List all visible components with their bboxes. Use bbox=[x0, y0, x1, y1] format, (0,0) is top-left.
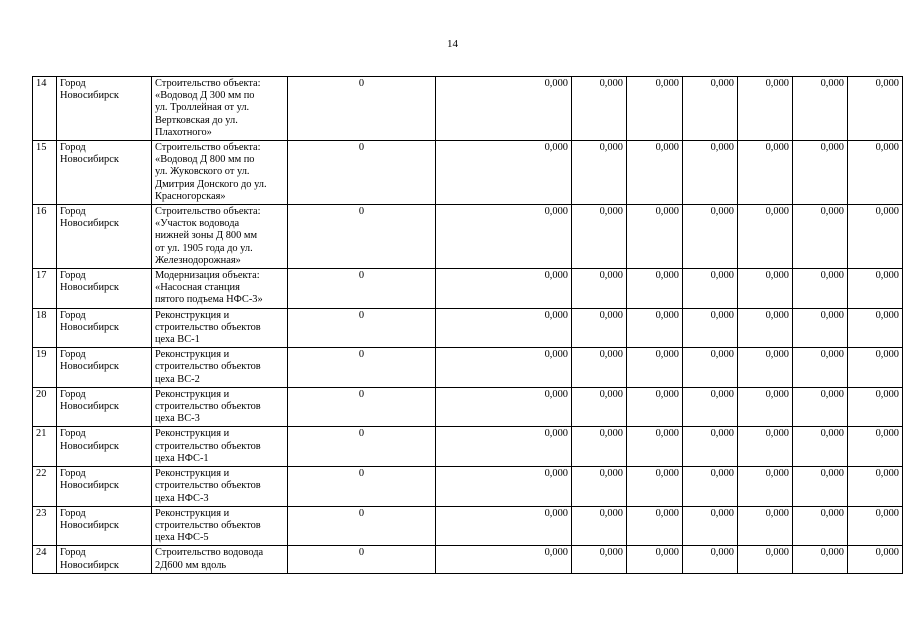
row-value-2: 0,000 bbox=[436, 427, 572, 467]
description-line: Строительство объекта: bbox=[155, 206, 261, 218]
description-line: пятого подъема НФС-3» bbox=[155, 294, 263, 306]
description-line: Реконструкция и bbox=[155, 468, 230, 480]
description-line: «Водовод Д 300 мм по bbox=[155, 90, 255, 102]
row-description bbox=[152, 205, 288, 269]
row-value-4: 0,000 bbox=[627, 427, 683, 467]
row-value-7: 0,000 bbox=[793, 77, 848, 141]
row-value-3: 0,000 bbox=[572, 506, 627, 546]
row-value-1: 0 bbox=[288, 141, 436, 205]
description-line: Строительство объекта: bbox=[155, 78, 261, 89]
row-value-2: 0,000 bbox=[436, 269, 572, 309]
row-value-4: 0,000 bbox=[627, 77, 683, 141]
row-value-1: 0 bbox=[288, 467, 436, 507]
description-line: «Участок водовода bbox=[155, 218, 240, 230]
row-place: Город Новосибирск bbox=[57, 427, 152, 467]
table-row bbox=[33, 348, 903, 388]
data-table bbox=[32, 76, 903, 574]
row-value-3: 0,000 bbox=[572, 308, 627, 348]
row-value-3: 0,000 bbox=[572, 387, 627, 427]
row-place: Город Новосибирск bbox=[57, 308, 152, 348]
row-value-8: 0,000 bbox=[848, 387, 903, 427]
row-value-4: 0,000 bbox=[627, 348, 683, 388]
row-value-8: 0,000 bbox=[848, 205, 903, 269]
row-number: 22 bbox=[33, 467, 57, 507]
row-value-3: 0,000 bbox=[572, 205, 627, 269]
row-value-1: 0 bbox=[288, 308, 436, 348]
row-place: Город Новосибирск bbox=[57, 205, 152, 269]
row-value-2: 0,000 bbox=[436, 546, 572, 573]
row-description bbox=[152, 348, 288, 388]
row-value-2: 0,000 bbox=[436, 141, 572, 205]
row-value-2: 0,000 bbox=[436, 348, 572, 388]
row-value-6: 0,000 bbox=[738, 141, 793, 205]
row-value-1: 0 bbox=[288, 506, 436, 546]
description-line: Реконструкция и bbox=[155, 309, 230, 321]
row-description bbox=[152, 467, 288, 507]
row-value-2: 0,000 bbox=[436, 308, 572, 348]
row-value-4: 0,000 bbox=[627, 546, 683, 573]
row-value-3: 0,000 bbox=[572, 141, 627, 205]
row-value-4: 0,000 bbox=[627, 308, 683, 348]
row-value-6: 0,000 bbox=[738, 506, 793, 546]
row-number: 23 bbox=[33, 506, 57, 546]
description-line: Строительство водовода bbox=[155, 547, 264, 559]
table-row bbox=[33, 308, 903, 348]
row-place: Город Новосибирск bbox=[57, 506, 152, 546]
row-value-4: 0,000 bbox=[627, 205, 683, 269]
row-value-8: 0,000 bbox=[848, 348, 903, 388]
table-row bbox=[33, 427, 903, 467]
row-value-1: 0 bbox=[288, 77, 436, 141]
row-number: 14 bbox=[33, 77, 57, 141]
table-row bbox=[33, 77, 903, 141]
description-line: Железнодорожная» bbox=[155, 254, 241, 266]
row-number: 20 bbox=[33, 387, 57, 427]
row-description bbox=[152, 387, 288, 427]
description-line: «Водовод Д 800 мм по bbox=[155, 154, 255, 166]
row-value-1: 0 bbox=[288, 427, 436, 467]
row-value-5: 0,000 bbox=[683, 546, 738, 573]
description-line: Модернизация объекта: bbox=[155, 270, 260, 282]
row-number: 15 bbox=[33, 141, 57, 205]
row-value-4: 0,000 bbox=[627, 387, 683, 427]
row-value-3: 0,000 bbox=[572, 269, 627, 309]
description-line: Вертковская до ул. bbox=[155, 114, 238, 126]
row-value-1: 0 bbox=[288, 205, 436, 269]
row-value-6: 0,000 bbox=[738, 546, 793, 573]
description-line: Реконструкция и bbox=[155, 349, 230, 361]
row-number: 24 bbox=[33, 546, 57, 573]
row-value-2: 0,000 bbox=[436, 77, 572, 141]
row-value-1: 0 bbox=[288, 348, 436, 388]
row-value-7: 0,000 bbox=[793, 141, 848, 205]
description-line: цеха НФС-1 bbox=[155, 452, 209, 464]
row-number: 17 bbox=[33, 269, 57, 309]
row-description bbox=[152, 269, 288, 309]
description-line: строительство объектов bbox=[155, 401, 261, 413]
row-value-7: 0,000 bbox=[793, 348, 848, 388]
row-value-5: 0,000 bbox=[683, 141, 738, 205]
table-row bbox=[33, 141, 903, 205]
row-description bbox=[152, 546, 288, 573]
row-description bbox=[152, 141, 288, 205]
description-line: цеха ВС-2 bbox=[155, 373, 200, 385]
row-value-4: 0,000 bbox=[627, 141, 683, 205]
row-value-5: 0,000 bbox=[683, 205, 738, 269]
row-place: Город Новосибирск bbox=[57, 467, 152, 507]
row-value-5: 0,000 bbox=[683, 77, 738, 141]
row-place: Город Новосибирск bbox=[57, 546, 152, 573]
row-value-7: 0,000 bbox=[793, 387, 848, 427]
description-line: Красногорская» bbox=[155, 190, 226, 202]
row-value-5: 0,000 bbox=[683, 269, 738, 309]
table-row bbox=[33, 467, 903, 507]
row-value-1: 0 bbox=[288, 387, 436, 427]
description-line: Реконструкция и bbox=[155, 428, 230, 440]
row-number: 18 bbox=[33, 308, 57, 348]
description-line: ул. Троллейная от ул. bbox=[155, 102, 250, 114]
row-place: Город Новосибирск bbox=[57, 141, 152, 205]
row-place: Город Новосибирск bbox=[57, 77, 152, 141]
row-value-2: 0,000 bbox=[436, 506, 572, 546]
row-value-6: 0,000 bbox=[738, 205, 793, 269]
row-value-7: 0,000 bbox=[793, 308, 848, 348]
row-value-5: 0,000 bbox=[683, 467, 738, 507]
row-value-6: 0,000 bbox=[738, 467, 793, 507]
table-row bbox=[33, 269, 903, 309]
row-value-3: 0,000 bbox=[572, 467, 627, 507]
description-line: Реконструкция и bbox=[155, 388, 230, 400]
description-line: Строительство объекта: bbox=[155, 142, 261, 154]
row-number: 16 bbox=[33, 205, 57, 269]
row-value-7: 0,000 bbox=[793, 467, 848, 507]
row-number: 19 bbox=[33, 348, 57, 388]
row-value-3: 0,000 bbox=[572, 427, 627, 467]
row-description bbox=[152, 427, 288, 467]
row-value-2: 0,000 bbox=[436, 467, 572, 507]
description-line: строительство объектов bbox=[155, 321, 261, 333]
row-value-5: 0,000 bbox=[683, 427, 738, 467]
row-value-3: 0,000 bbox=[572, 348, 627, 388]
description-line: цеха ВС-3 bbox=[155, 413, 200, 425]
row-value-4: 0,000 bbox=[627, 506, 683, 546]
row-value-3: 0,000 bbox=[572, 546, 627, 573]
row-value-8: 0,000 bbox=[848, 427, 903, 467]
row-value-2: 0,000 bbox=[436, 205, 572, 269]
table-row bbox=[33, 506, 903, 546]
description-line: строительство объектов bbox=[155, 440, 261, 452]
row-value-7: 0,000 bbox=[793, 546, 848, 573]
row-value-5: 0,000 bbox=[683, 506, 738, 546]
row-value-7: 0,000 bbox=[793, 427, 848, 467]
description-line: цеха НФС-5 bbox=[155, 532, 209, 544]
row-description bbox=[152, 506, 288, 546]
table-body bbox=[33, 77, 903, 574]
row-value-6: 0,000 bbox=[738, 387, 793, 427]
table-row bbox=[33, 205, 903, 269]
row-value-7: 0,000 bbox=[793, 205, 848, 269]
description-line: ул. Жуковского от ул. bbox=[155, 166, 250, 178]
description-line: «Насосная станция bbox=[155, 282, 240, 294]
row-value-8: 0,000 bbox=[848, 467, 903, 507]
row-value-8: 0,000 bbox=[848, 269, 903, 309]
row-place: Город Новосибирск bbox=[57, 348, 152, 388]
row-value-6: 0,000 bbox=[738, 77, 793, 141]
row-value-1: 0 bbox=[288, 546, 436, 573]
description-line: цеха НФС-3 bbox=[155, 492, 209, 504]
row-value-1: 0 bbox=[288, 269, 436, 309]
row-description bbox=[152, 308, 288, 348]
description-line: цеха ВС-1 bbox=[155, 334, 200, 346]
row-value-5: 0,000 bbox=[683, 308, 738, 348]
row-value-8: 0,000 bbox=[848, 77, 903, 141]
table-row bbox=[33, 387, 903, 427]
description-line: строительство объектов bbox=[155, 519, 261, 531]
description-line: нижней зоны Д 800 мм bbox=[155, 230, 258, 242]
row-value-6: 0,000 bbox=[738, 427, 793, 467]
row-value-4: 0,000 bbox=[627, 269, 683, 309]
row-value-8: 0,000 bbox=[848, 308, 903, 348]
row-value-4: 0,000 bbox=[627, 467, 683, 507]
row-value-2: 0,000 bbox=[436, 387, 572, 427]
row-description bbox=[152, 77, 288, 141]
row-value-5: 0,000 bbox=[683, 387, 738, 427]
row-value-7: 0,000 bbox=[793, 269, 848, 309]
description-line: Плахотного» bbox=[155, 126, 212, 138]
description-line: строительство объектов bbox=[155, 480, 261, 492]
description-line: строительство объектов bbox=[155, 361, 261, 373]
row-place: Город Новосибирск bbox=[57, 269, 152, 309]
row-value-5: 0,000 bbox=[683, 348, 738, 388]
row-number: 21 bbox=[33, 427, 57, 467]
description-line: Реконструкция и bbox=[155, 507, 230, 519]
row-value-6: 0,000 bbox=[738, 308, 793, 348]
row-place: Город Новосибирск bbox=[57, 387, 152, 427]
table-row bbox=[33, 546, 903, 573]
row-value-7: 0,000 bbox=[793, 506, 848, 546]
row-value-6: 0,000 bbox=[738, 348, 793, 388]
row-value-8: 0,000 bbox=[848, 141, 903, 205]
row-value-3: 0,000 bbox=[572, 77, 627, 141]
description-line: от ул. 1905 года до ул. bbox=[155, 242, 253, 254]
row-value-8: 0,000 bbox=[848, 546, 903, 573]
row-value-6: 0,000 bbox=[738, 269, 793, 309]
description-line: 2Д600 мм вдоль bbox=[155, 559, 227, 571]
row-value-8: 0,000 bbox=[848, 506, 903, 546]
description-line: Дмитрия Донского до ул. bbox=[155, 178, 267, 190]
page-number: 14 bbox=[447, 38, 458, 50]
